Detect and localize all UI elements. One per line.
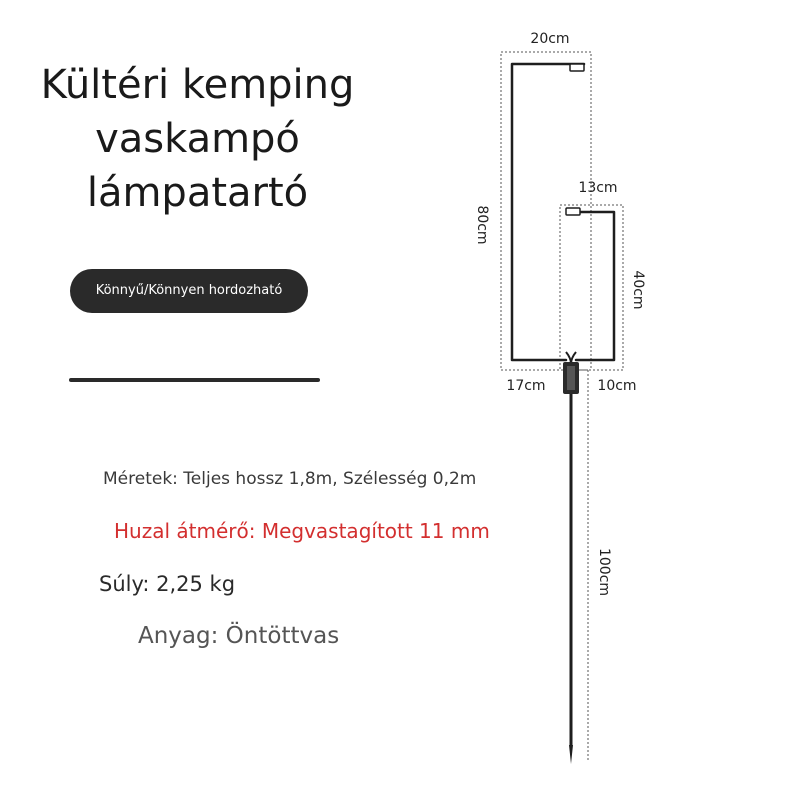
spec-wire-diameter: Huzal átmérő: Megvastagított 11 mm bbox=[114, 519, 490, 543]
label-small-width: 13cm bbox=[578, 180, 618, 196]
hook-frame bbox=[512, 64, 614, 360]
label-top-width: 20cm bbox=[530, 31, 570, 47]
top-hook-tip bbox=[570, 64, 584, 71]
label-left-base: 17cm bbox=[506, 378, 546, 394]
stake-tip bbox=[569, 745, 573, 764]
spec-dimensions: Méretek: Teljes hossz 1,8m, Szélesség 0,2m bbox=[103, 469, 477, 489]
title-line-2: vaskampó bbox=[95, 116, 300, 162]
dimension-guides bbox=[501, 52, 623, 762]
spec-material: Anyag: Öntöttvas bbox=[138, 623, 340, 649]
title-line-3: lámpatartó bbox=[86, 170, 309, 216]
label-small-height: 40cm bbox=[630, 270, 646, 310]
title-line-1: Kültéri kemping bbox=[40, 62, 355, 108]
spec-weight: Súly: 2,25 kg bbox=[99, 572, 236, 596]
label-right-base: 10cm bbox=[597, 378, 637, 394]
label-tall-height: 80cm bbox=[474, 205, 490, 245]
small-hook-tip bbox=[566, 208, 580, 215]
center-joint bbox=[563, 352, 579, 394]
label-stake-length: 100cm bbox=[596, 547, 612, 597]
feature-badge: Könnyű/Könnyen hordozható bbox=[70, 269, 308, 313]
